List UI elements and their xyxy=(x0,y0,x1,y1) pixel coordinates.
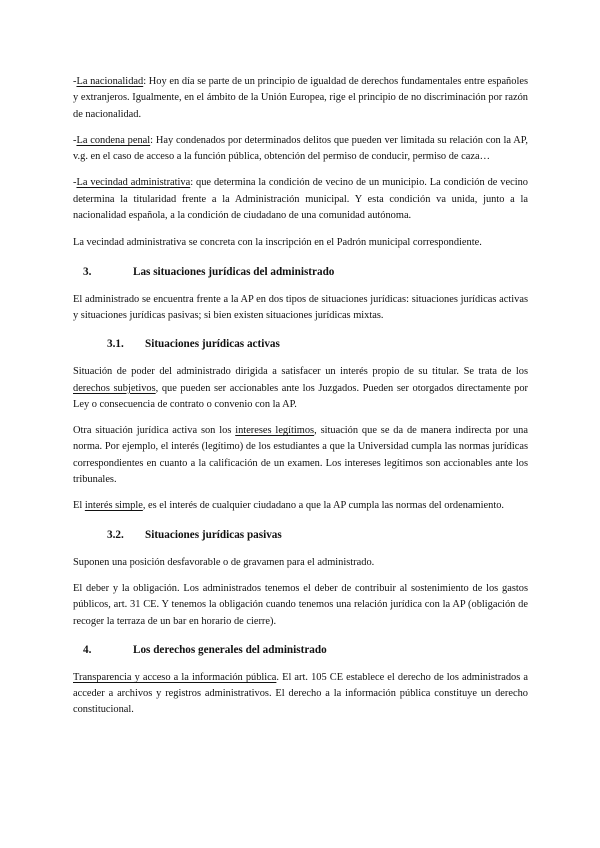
term-nacionalidad: La nacionalidad xyxy=(76,76,144,87)
paragraph-text: , es el interés de cualquier ciudadano a que la AP cumpla las normas del ordenamiento. xyxy=(142,500,505,512)
paragraph-pasivas-2: El deber y la obligación. Los administrados tenemos el deber de contribuir al sostenimiento de los gastos públicos, art. 31 CE. Y tenemos la obligación cuando tenemos una relación jurídica con la AP (obligación de recoger la terraza de un bar en horario de cierre). xyxy=(73,582,528,627)
paragraph-text: Otra situación jurídica activa son los xyxy=(73,425,236,437)
heading-title: Las situaciones jurídicas del administrado xyxy=(133,265,335,278)
term-transparencia: Transparencia y acceso a la información pública xyxy=(73,671,277,683)
heading-number: 3.2. xyxy=(107,528,124,541)
term-intereses-legitimos: intereses legítimos xyxy=(235,425,315,437)
heading-number: 3. xyxy=(83,265,92,278)
heading-section-3-1 xyxy=(73,336,528,352)
heading-section-3-2 xyxy=(73,527,528,543)
paragraph-text: . El art. 105 CE establece el derecho de los administrados a acceder a archivos y registros administrativos. El derecho a la información pública constituye un derecho constitucional. xyxy=(73,671,528,716)
paragraph-padron: La vecindad administrativa se concreta con la inscripción en el Padrón municipal correspondiente. xyxy=(73,237,482,249)
paragraph-pasivas-1: Suponen una posición desfavorable o de gravamen para el administrado. xyxy=(73,556,375,568)
heading-section-3 xyxy=(73,264,528,280)
heading-title: Situaciones jurídicas activas xyxy=(145,338,280,351)
paragraph-text: El xyxy=(73,500,85,512)
heading-number: 4. xyxy=(83,643,92,656)
paragraph-activas-2 xyxy=(73,423,528,488)
paragraph-nacionalidad xyxy=(73,74,528,123)
paragraph-condena xyxy=(73,133,528,166)
dash: - xyxy=(73,76,77,87)
heading-title: Situaciones jurídicas pasivas xyxy=(145,528,282,541)
document-page xyxy=(73,74,528,719)
paragraph-text: Situación de poder del administrado dirigida a satisfacer un interés propio de su titular. Se trata de los xyxy=(73,366,528,378)
paragraph-text: , que pueden ser accionables ante los Juzgados. Pueden ser otorgados directamente por Ley o consecuencia de contrato o convenio con la AP. xyxy=(73,382,528,410)
dash: - xyxy=(73,134,77,146)
paragraph-text: : Hoy en día se parte de un principio de igualdad de derechos fundamentales entre españoles y extranjeros. Igualmente, en el ámbito de la Unión Europea, rige el principio de no discriminación por razón de nacionalidad. xyxy=(73,76,528,120)
paragraph-text: : que determina la condición de vecino de un municipio. La condición de vecino determina la titularidad frente a la Administración municipal. Y esta condición va unida, junto a la nacionalidad española, a la condición de ciudadano de una comunidad autónoma. xyxy=(73,177,528,222)
paragraph-activas-1 xyxy=(73,364,528,413)
paragraph-text: : Hay condenados por determinados delitos que pueden ver limitada su relación con la AP, v.g. en el caso de acceso a la función pública, obtención del permiso de conducir, permiso de caza… xyxy=(73,134,528,163)
term-derechos-subjetivos: derechos subjetivos xyxy=(73,382,156,394)
term-vecindad-administrativa: La vecindad administrativa xyxy=(76,177,191,189)
heading-section-4 xyxy=(73,642,528,658)
heading-number: 3.1. xyxy=(107,338,124,351)
paragraph-derechos-1 xyxy=(73,670,528,719)
paragraph-situaciones-intro: El administrado se encuentra frente a la AP en dos tipos de situaciones jurídicas: situaciones jurídicas activas y situaciones jurídicas pasivas; si bien existen situaciones jurídicas mixtas. xyxy=(73,293,528,321)
term-condena-penal: La condena penal xyxy=(76,134,151,146)
paragraph-vecindad xyxy=(73,175,528,224)
heading-title: Los derechos generales del administrado xyxy=(133,643,327,656)
dash: - xyxy=(73,177,77,189)
paragraph-text: , situación que se da de manera indirecta por una norma. Por ejemplo, el interés (legítimo) de los estudiantes a que la Universidad cumpla las normas jurídicas correspondientes en cuanto a la calificación de un examen. Los intereses legítimos son accionables ante los tribunales. xyxy=(73,425,528,486)
paragraph-activas-3 xyxy=(73,498,528,514)
term-interes-simple: interés simple xyxy=(84,500,143,512)
